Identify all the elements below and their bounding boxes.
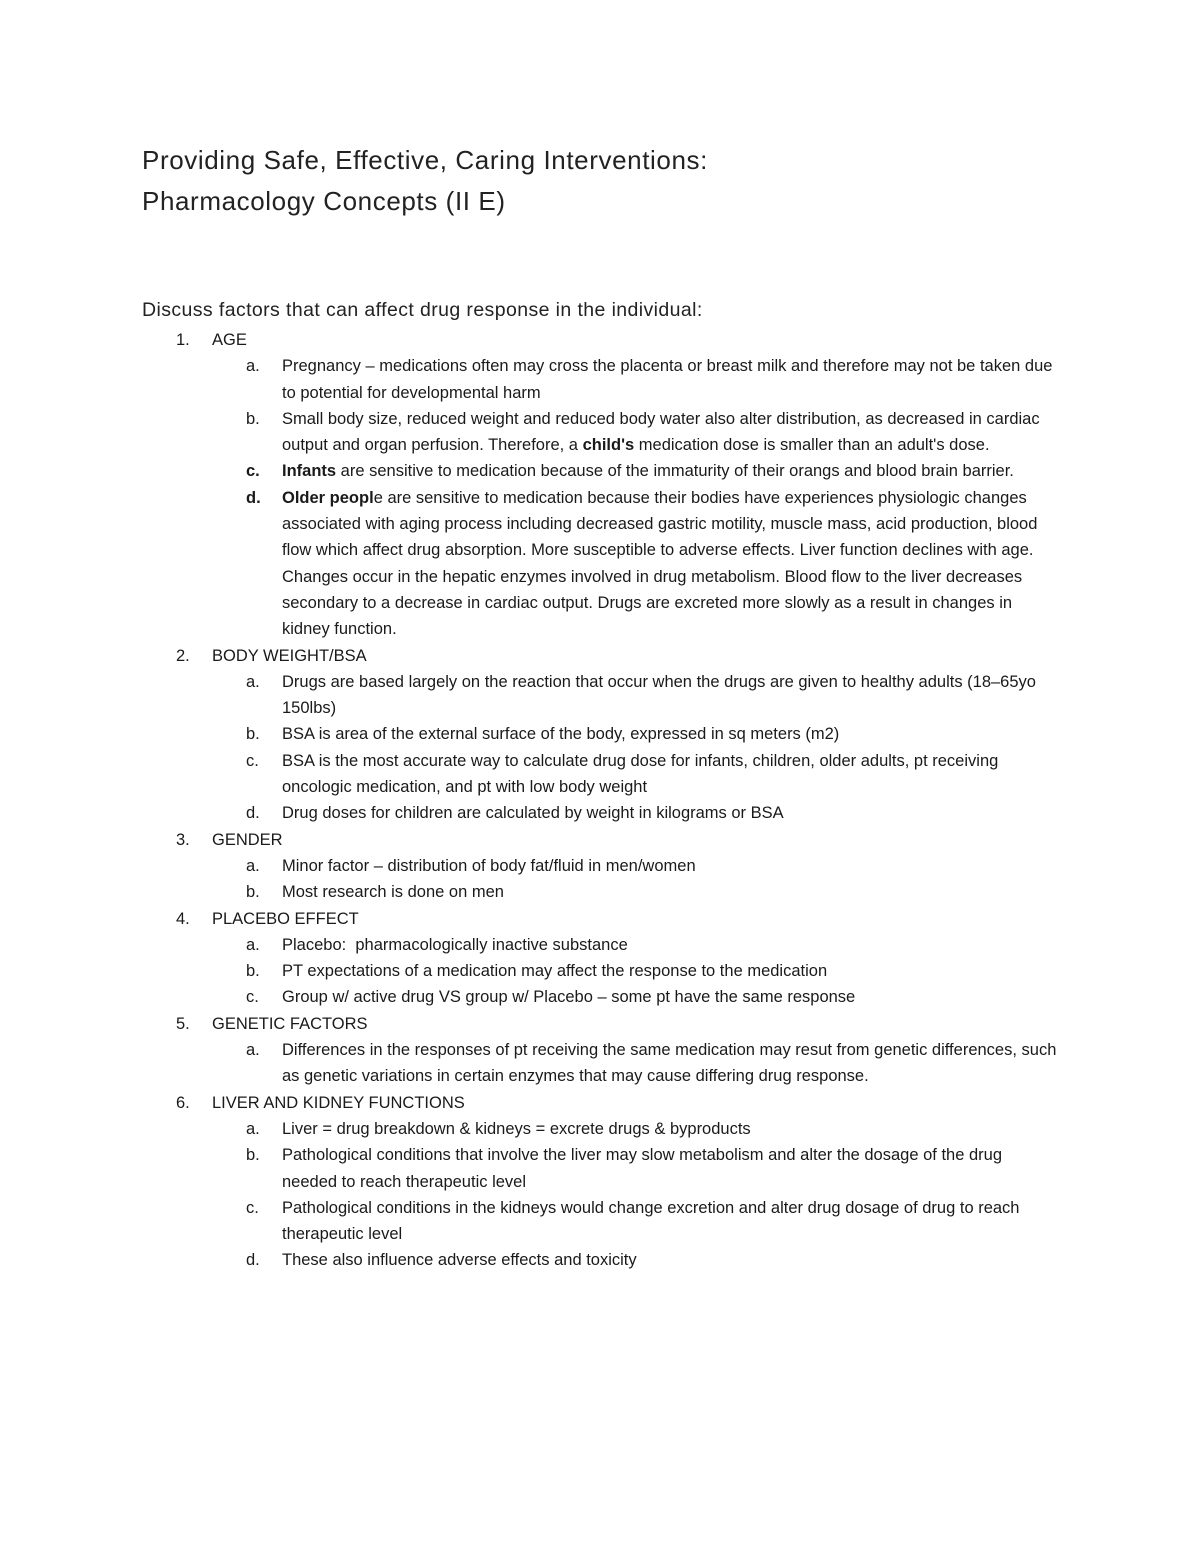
item-letter: c.	[246, 751, 259, 770]
list-item	[0, 353, 1058, 406]
item-letter: b.	[246, 409, 260, 428]
item-text: Drug doses for children are calculated by weight in kilograms or BSA	[282, 804, 784, 823]
list-item	[0, 485, 1058, 643]
item-letter: b.	[246, 883, 260, 902]
section-heading	[0, 643, 1200, 669]
title-line-2: Pharmacology Concepts (II E)	[142, 186, 506, 216]
list-item	[0, 1195, 1058, 1248]
document-title	[142, 140, 1102, 222]
item-text-after: medication dose is smaller than an adult's dose.	[634, 436, 990, 455]
section-number: 1.	[176, 331, 190, 349]
item-text	[282, 485, 1058, 643]
item-text: BSA is area of the external surface of the body, expressed in sq meters (m2)	[282, 725, 840, 744]
section-title: GENETIC FACTORS	[212, 1014, 368, 1033]
section-heading	[0, 1011, 1200, 1037]
item-text-before: Small body size, reduced weight and reduced body water also alter distribution, as decreased in cardiac output and organ perfusion. Therefore, a	[282, 409, 1040, 455]
item-text-after: are sensitive to medication because of the immaturity of their orangs and blood brain barrier.	[336, 462, 1014, 481]
title-line-1: Providing Safe, Effective, Caring Interventions:	[142, 145, 708, 175]
item-letter: c.	[246, 1198, 259, 1217]
list-item	[0, 958, 1058, 984]
section-body-weight	[0, 643, 1200, 827]
section-number: 2.	[176, 646, 190, 665]
section-title: PLACEBO EFFECT	[212, 909, 359, 928]
list-item	[0, 1247, 1058, 1273]
item-text: Differences in the responses of pt receiving the same medication may resut from genetic differences, such as genetic variations in certain enzymes that may cause differing drug response.	[282, 1041, 1057, 1086]
section-heading	[0, 827, 1200, 853]
list-item	[0, 800, 1058, 826]
item-text	[282, 406, 1058, 459]
item-letter: a.	[246, 1119, 260, 1138]
item-letter: d.	[246, 804, 260, 823]
list-item	[0, 1037, 1058, 1090]
item-letter: c.	[246, 462, 260, 481]
list-item	[0, 748, 1058, 801]
item-text	[282, 458, 1058, 484]
item-letter: b.	[246, 1146, 260, 1165]
item-letter: a.	[246, 856, 260, 875]
item-text: Pathological conditions that involve the liver may slow metabolism and alter the dosage of the drug needed to reach therapeutic level	[282, 1146, 1002, 1191]
section-title: AGE	[212, 331, 247, 349]
list-item	[0, 1116, 1058, 1142]
section-title: BODY WEIGHT/BSA	[212, 646, 367, 665]
section-number: 6.	[176, 1093, 190, 1112]
section-title: GENDER	[212, 830, 283, 849]
item-letter: d.	[246, 488, 261, 507]
list-item	[0, 879, 1058, 905]
item-letter: a.	[246, 935, 260, 954]
item-letter: a.	[246, 1041, 260, 1060]
section-placebo-effect	[0, 906, 1200, 1011]
factor-list	[0, 327, 1200, 1274]
section-number: 3.	[176, 830, 190, 849]
item-text: Minor factor – distribution of body fat/fluid in men/women	[282, 856, 696, 875]
section-heading	[0, 1090, 1200, 1116]
list-item	[0, 406, 1058, 459]
item-text: BSA is the most accurate way to calculate drug dose for infants, children, older adults, pt receiving oncologic medication, and pt with low body weight	[282, 751, 999, 797]
section-heading	[0, 906, 1200, 932]
item-bold-term: Older peopl	[282, 488, 374, 507]
intro-heading: Discuss factors that can affect drug response in the individual:	[142, 299, 703, 321]
item-text: Liver = drug breakdown & kidneys = excrete drugs & byproducts	[282, 1119, 751, 1138]
item-text: PT expectations of a medication may affect the response to the medication	[282, 962, 828, 981]
item-bold-term: Infants	[282, 462, 337, 481]
item-letter: a.	[246, 672, 260, 691]
list-item	[0, 853, 1058, 879]
item-text: Pathological conditions in the kidneys would change excretion and alter drug dosage of drug to reach therapeutic level	[282, 1198, 1020, 1244]
item-letter: d.	[246, 1251, 260, 1270]
item-text: Most research is done on men	[282, 883, 504, 902]
section-title: LIVER AND KIDNEY FUNCTIONS	[212, 1093, 465, 1112]
item-text-after: e are sensitive to medication because their bodies have experiences physiologic changes associated with aging process including decreased gastric motility, muscle mass, acid production, blood flow which affect drug absorption. More susceptible to adverse effects. Liver function declines with age. Changes occur in the hepatic enzymes involved in drug metabolism. Blood flow to the liver decreases secondary to a decrease in cardiac output. Drugs are excreted more slowly as a result in changes in kidney function.	[282, 488, 1038, 639]
item-letter: a.	[246, 357, 260, 376]
item-text: Drugs are based largely on the reaction that occur when the drugs are given to healthy adults (18–65yo 150lbs)	[282, 672, 1036, 718]
section-number: 4.	[176, 909, 190, 928]
section-genetic-factors	[0, 1011, 1200, 1090]
item-bold-term: child's	[582, 436, 635, 455]
item-text: Group w/ active drug VS group w/ Placebo – some pt have the same response	[282, 988, 856, 1007]
list-item	[0, 458, 1058, 484]
list-item	[0, 669, 1058, 722]
item-text: Pregnancy – medications often may cross the placenta or breast milk and therefore may not be taken due to potential for developmental harm	[282, 357, 1053, 402]
section-gender	[0, 827, 1200, 906]
list-item	[0, 932, 1058, 958]
item-text: Placebo: pharmacologically inactive substance	[282, 935, 628, 954]
section-age	[0, 327, 1200, 643]
item-letter: b.	[246, 725, 260, 744]
list-item	[0, 1142, 1058, 1195]
section-heading	[0, 327, 1200, 353]
item-letter: c.	[246, 988, 259, 1007]
item-letter: b.	[246, 962, 260, 981]
list-item	[0, 984, 1058, 1010]
section-number: 5.	[176, 1014, 190, 1033]
list-item	[0, 721, 1058, 747]
section-liver-kidney-functions	[0, 1090, 1200, 1274]
item-text: These also influence adverse effects and toxicity	[282, 1251, 637, 1270]
